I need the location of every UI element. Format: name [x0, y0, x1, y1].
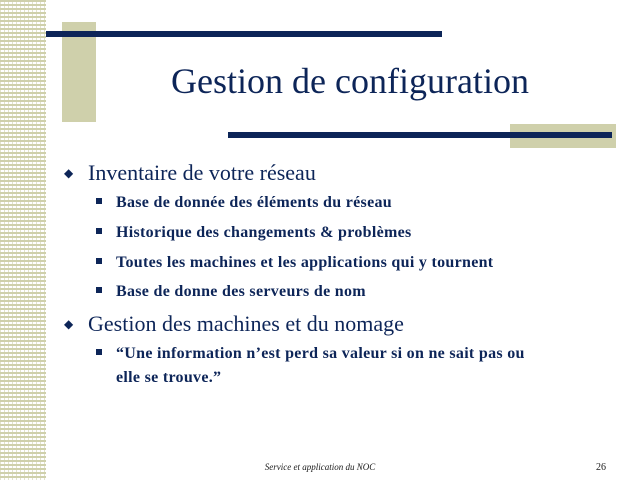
diamond-bullet-icon: ◆ [64, 166, 74, 180]
title-accent-block-top [62, 22, 96, 122]
square-bullet-icon [96, 287, 102, 293]
square-bullet-icon [96, 198, 102, 204]
sub-bullet-text: elle se trouve.” [116, 369, 222, 386]
slide-footer: Service et application du NOC [264, 462, 376, 472]
sub-bullet-text: Base de donnée des éléments du réseau [116, 194, 392, 211]
bullet-text: Gestion des machines et du nomage [88, 311, 404, 336]
sub-bullet-text: Historique des changements & problèmes [116, 224, 412, 241]
bullet-text: Inventaire de votre réseau [88, 160, 316, 185]
square-bullet-icon [96, 349, 102, 355]
diamond-bullet-icon: ◆ [64, 317, 74, 331]
sub-bullet-text: Base de donne des serveurs de nom [116, 283, 366, 300]
square-bullet-icon [96, 228, 102, 234]
sub-bullet-text: Toutes les machines et les applications qui y tournent [116, 254, 494, 271]
page-number: 26 [596, 462, 606, 473]
slide-title: Gestion de configuration [171, 61, 529, 101]
title-rule-bottom [228, 132, 612, 138]
sub-bullet-text: “Une information n’est perd sa valeur si on ne sait pas ou [116, 345, 525, 362]
striped-margin-decoration [0, 0, 46, 480]
square-bullet-icon [96, 258, 102, 264]
title-rule-top [46, 31, 442, 37]
